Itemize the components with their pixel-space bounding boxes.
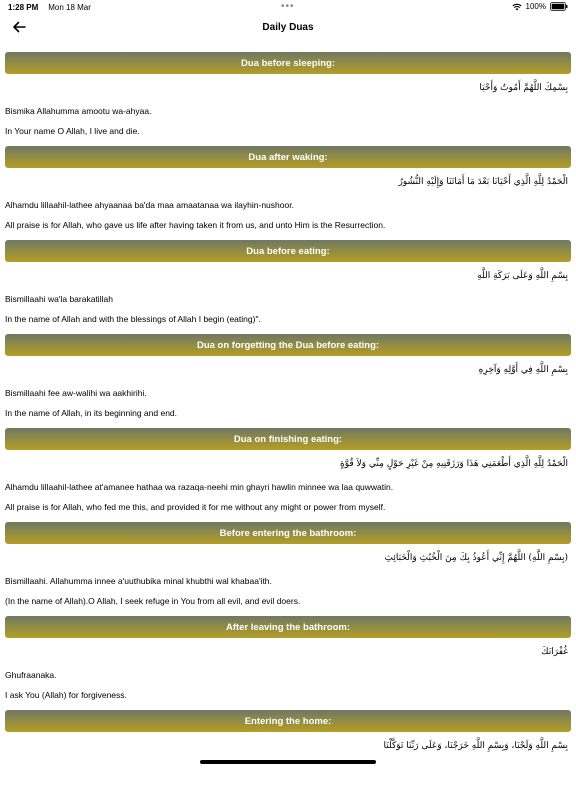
page-title: Daily Duas: [262, 22, 314, 33]
dua-arabic-text: الْحَمْدُ لِلَّهِ الَّذِي أَطْعَمَنِي هَذَا وَرَزَقَنِيهِ مِنْ غَيْرِ حَوْلٍ مِنِّي وَلاَ قُوَّةٍ: [340, 459, 568, 469]
dua-title-bar[interactable]: After leaving the bathroom:: [5, 616, 571, 638]
dua-section: [0, 522, 576, 616]
dua-transliteration: Bismillaahi fee aw-walihi wa aakhirihi.: [5, 388, 147, 398]
wifi-icon: [512, 3, 522, 11]
dua-section: [0, 334, 576, 428]
dua-title-bar[interactable]: Dua before sleeping:: [5, 52, 571, 74]
dua-arabic-text: غُفْرَانَكَ: [541, 647, 568, 657]
dua-transliteration: Bismillaahi wa'la barakatillah: [5, 294, 113, 304]
dua-transliteration: Bismillaahi. Allahumma innee a'uuthubika minal khubthi wal khabaa'ith.: [5, 576, 272, 586]
dua-arabic-text: (بِسْمِ اللَّهِ) اللَّهُمَّ إِنِّي أَعُوذُ بِكَ مِنَ الْخُبُثِ وَالْخَبَائِثِ: [384, 553, 568, 563]
dua-translation: (In the name of Allah).O Allah, I seek refuge in You from all evil, and evil doers.: [5, 596, 301, 606]
navigation-bar: [0, 14, 576, 44]
dua-arabic-text: بِسْمِ اللَّهِ وَعَلَى بَرَكَةِ اللَّهِ: [477, 271, 568, 281]
dua-translation: In the name of Allah and with the blessings of Allah I begin (eating)".: [5, 314, 261, 324]
dua-transliteration: Ghufraanaka.: [5, 670, 57, 680]
dua-title-bar[interactable]: Dua before eating:: [5, 240, 571, 262]
multitasking-dots[interactable]: •••: [281, 1, 295, 12]
dua-section: [0, 616, 576, 710]
dua-title-bar[interactable]: Before entering the bathroom:: [5, 522, 571, 544]
dua-arabic-text: بِسْمِكَ اللَّهُمَّ أَمُوتُ وَأَحْيَا: [479, 83, 568, 93]
dua-transliteration: Alhamdu lillaahil-lathee ahyaanaa ba'da maa amaatanaa wa ilayhin-nushoor.: [5, 200, 294, 210]
dua-translation: I ask You (Allah) for forgiveness.: [5, 690, 127, 700]
dua-arabic-text: بِسْمِ اللَّهِ فِي أَوَّلِهِ وَآخِرِهِ: [478, 365, 568, 375]
dua-transliteration: Bismika Allahumma amootu wa-ahyaa.: [5, 106, 152, 116]
dua-section: [0, 146, 576, 240]
dua-title-bar[interactable]: Dua after waking:: [5, 146, 571, 168]
status-bar: [0, 0, 576, 14]
dua-title-bar[interactable]: Entering the home:: [5, 710, 571, 732]
dua-title-bar[interactable]: Dua on finishing eating:: [5, 428, 571, 450]
dua-section: [0, 52, 576, 146]
dua-translation: All praise is for Allah, who gave us life after having taken it from us, and unto Him is the Resurrection.: [5, 220, 386, 230]
home-indicator[interactable]: [200, 760, 376, 764]
battery-icon: [550, 2, 568, 11]
dua-translation: In Your name O Allah, I live and die.: [5, 126, 140, 136]
dua-list[interactable]: [0, 52, 576, 804]
dua-arabic-text: بِسْمِ اللَّهِ وَلَجْنَا، وَبِسْمِ اللَّهِ خَرَجْنَا، وَعَلَى رَبِّنَا تَوَكَّلْنَا: [383, 741, 568, 751]
dua-translation: In the name of Allah, in its beginning and end.: [5, 408, 178, 418]
dua-translation: All praise is for Allah, who fed me this, and provided it for me without any might or power from myself.: [5, 502, 386, 512]
dua-section: [0, 428, 576, 522]
status-right: [512, 2, 568, 11]
dua-title-bar[interactable]: Dua on forgetting the Dua before eating:: [5, 334, 571, 356]
status-time: 1:28 PM: [8, 3, 39, 12]
dua-section: [0, 710, 576, 804]
status-left: [8, 3, 91, 12]
dua-section: [0, 240, 576, 334]
status-date: Mon 18 Mar: [48, 3, 91, 12]
dua-arabic-text: الْحَمْدُ لِلَّهِ الَّذِي أَحْيَانَا بَعْدَ مَا أَمَاتَنَا وَإِلَيْهِ النُّشُورُ: [398, 177, 568, 187]
dua-transliteration: Alhamdu lillaahil-lathee at'amanee hathaa wa razaqa-neehi min ghayri hawlin minnee wa laa quwwatin.: [5, 482, 394, 492]
battery-percent: 100%: [525, 2, 546, 11]
